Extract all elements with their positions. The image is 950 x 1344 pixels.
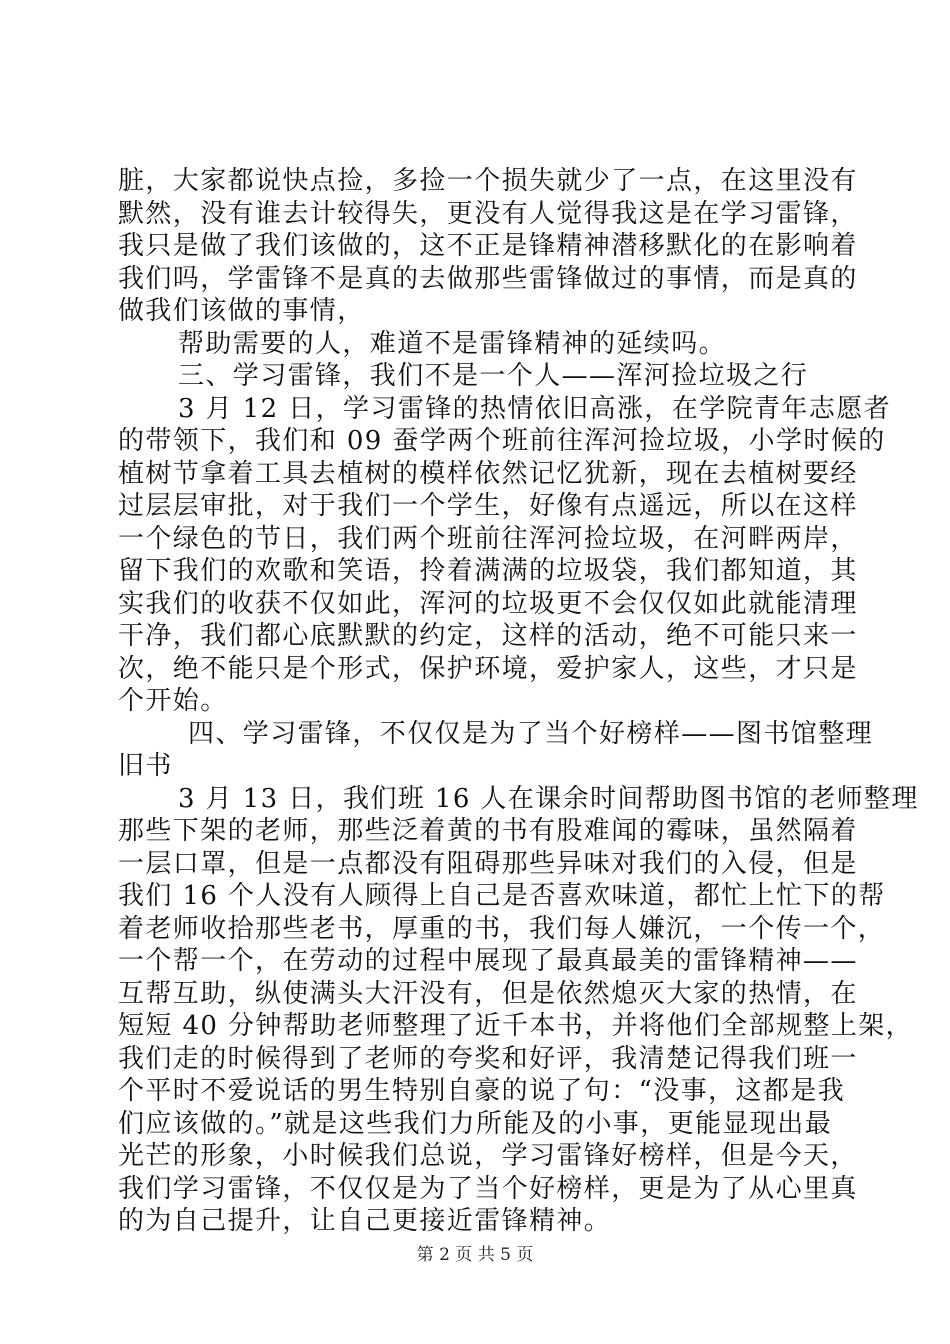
paragraph-line: 帮助需要的人，难道不是雷锋精神的延续吗。: [178, 328, 727, 359]
section-heading-4-cont: 旧书: [118, 751, 173, 781]
body-text-line: 一个帮一个，在劳动的过程中展现了最真最美的雷锋精神——: [118, 946, 858, 976]
body-text-line: 着老师收拾那些老书，厚重的书，我们每人嫌沉，一个传一个，: [118, 913, 886, 944]
body-text-line: 我们走的时候得到了老师的夸奖和好评，我清楚记得我们班一: [118, 1043, 858, 1074]
body-text-line: 我们学习雷锋，不仅仅是为了当个好榜样，更是为了从心里真: [118, 1173, 858, 1204]
body-text-line: 短短 40 分钟帮助老师整理了近千本书，并将他们全部规整上架，: [118, 1011, 914, 1041]
section-heading-4: 四、学习雷锋，不仅仅是为了当个好榜样——图书馆整理: [188, 718, 874, 749]
page-number-footer: 第 2 页 共 5 页: [416, 1245, 534, 1265]
body-text-line: 做我们该做的事情，: [118, 296, 365, 326]
body-text-line: 植树节拿着工具去植树的模样依然记忆犹新，现在去植树要经: [118, 458, 858, 489]
body-text-line: 的为自己提升，让自己更接近雷锋精神。: [118, 1206, 612, 1236]
body-text-line: 脏，大家都说快点捡，多捡一个损失就少了一点，在这里没有: [118, 166, 858, 196]
body-text-line: 我们 16 个人没有人顾得上自己是否喜欢味道，都忙上忙下的帮: [118, 881, 886, 911]
body-text-line: 干净，我们都心底默默的约定，这样的活动，绝不可能只来一: [118, 621, 858, 651]
body-text-line: 个平时不爱说话的男生特别自豪的说了句：“没事，这都是我: [118, 1076, 846, 1106]
body-text-line: 我只是做了我们该做的，这不正是锋精神潜移默化的在影响着: [118, 231, 858, 261]
body-text-line: 次，绝不能只是个形式，保护环境，爱护家人，这些，才只是: [118, 653, 858, 684]
paragraph-start: 3 月 13 日，我们班 16 人在课余时间帮助图书馆的老师整理: [178, 783, 919, 814]
body-text-line: 个开始。: [118, 686, 228, 716]
body-text-line: 互帮互助，纵使满头大汗没有，但是依然熄灭大家的热情，在: [118, 978, 858, 1009]
body-text-line: 留下我们的欢歌和笑语，拎着满满的垃圾袋，我们都知道，其: [118, 556, 858, 586]
body-text-line: 光芒的形象，小时候我们总说，学习雷锋好榜样，但是今天，: [118, 1141, 858, 1171]
body-text-line: 那些下架的老师，那些泛着黄的书有股难闻的霉味，虽然隔着: [118, 816, 858, 846]
section-heading-3: 三、学习雷锋，我们不是一个人——浑河捡垃圾之行: [178, 361, 809, 391]
body-text-line: 一个绿色的节日，我们两个班前往浑河捡垃圾，在河畔两岸，: [118, 523, 858, 554]
body-text-line: 的带领下，我们和 09 蚕学两个班前往浑河捡垃圾，小学时候的: [118, 426, 886, 456]
paragraph-start: 3 月 12 日，学习雷锋的热情依旧高涨，在学院青年志愿者: [178, 393, 892, 424]
body-text-line: 默然，没有谁去计较得失，更没有人觉得我这是在学习雷锋，: [118, 198, 858, 229]
body-text-line: 们应该做的。”就是这些我们力所能及的小事，更能显现出最: [118, 1108, 833, 1139]
body-text-line: 一层口罩，但是一点都没有阻碍那些异味对我们的入侵，但是: [118, 848, 858, 879]
body-text-line: 实我们的收获不仅如此，浑河的垃圾更不会仅仅如此就能清理: [118, 588, 858, 619]
body-text-line: 我们吗，学雷锋不是真的去做那些雷锋做过的事情，而是真的: [118, 263, 858, 294]
body-text-line: 过层层审批，对于我们一个学生，好像有点遥远，所以在这样: [118, 491, 858, 521]
